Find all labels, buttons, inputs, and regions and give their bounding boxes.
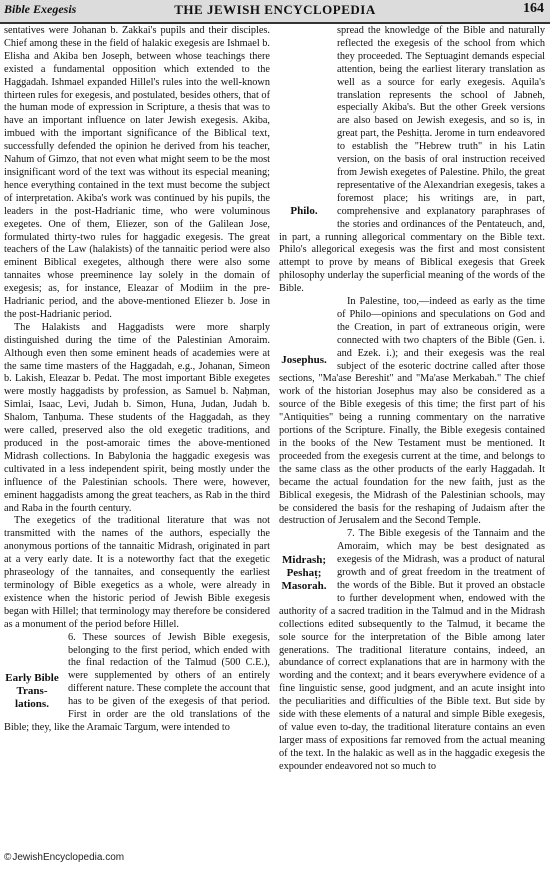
- left-column: [4, 25, 270, 850]
- side-heading-line: Early Bible: [5, 671, 59, 684]
- page-number: 164: [523, 1, 544, 16]
- side-heading-translations: [4, 672, 60, 711]
- side-heading-line: Masorah.: [281, 580, 327, 593]
- site-credit-link[interactable]: JewishEncyclopedia.com: [12, 852, 125, 863]
- section-title: Bible Exegesis: [4, 2, 77, 16]
- copyright-symbol: ©: [4, 852, 12, 863]
- page-footer: [4, 852, 124, 863]
- side-heading-line: Josephus.: [281, 354, 327, 367]
- paragraph: The exegetics of the traditional literature that was not transmitted with the names of the authors, especially the anonymous portions of the tannaitic Midrash, originated in part at a very early date. It is a noteworthy fact that the exegetic phraseology of the tannaites, and consequently the earliest terminology of Bible exegetics as a whole, were already in existence when the historic period of Jewish Bible exegesis began with Hillel; that terminology may therefore be considered as a monument of the period before Hillel.: [4, 515, 270, 630]
- side-heading-line: Midrash;: [282, 554, 326, 567]
- paragraph: spread the knowledge of the Bible and naturally reflected the exegesis of the school from which they proceeded. The Septuagint demands especial attention, being the earliest literary translation as well as a source for early exegesis. Aquila's translation represents the school of Jabneh, especially Akiba's. But the other Greek versions are also based on Jewish exegesis, and so is, in great part, the Peshiṭta. Jerome in turn endeavored to establish the "Hebrew truth" in his Latin version, on the basis of oral instruction received from Jewish exegetes of Palestine. Philo, the great representative of the Alexandrian exegesis, takes a foremost place; his writings are, in part, comprehensive and explanatory paraphrases of the stories and ordinances of the Pentateuch, and, in part, a running allegorical commentary on the Bible text. Philo's allegorical exegesis was the first and most consistent attempt to prove by means of Biblical exegesis that Greek philosophy underlay the superficial meaning of the words of the Bible.: [279, 25, 545, 295]
- side-heading-line: Philo.: [290, 205, 318, 217]
- journal-title: THE JEWISH ENCYCLOPEDIA: [174, 2, 376, 17]
- side-heading-josephus: [279, 354, 329, 367]
- side-heading-philo: [279, 205, 329, 218]
- side-heading-midrash: [279, 554, 329, 593]
- paragraph: sentatives were Johanan b. Zakkai's pupils and their disciples. Chief among these in the field of halakic exegesis are Ishmael b. Elisha and Akiba ben Joseph, between whose teachings there existed a fundamental opposition which extended to the Haggadah. Ishmael expanded Hillel's rules into the well-known thirteen rules for exegesis, and postulated, besides others, that of the human mode of expression in Scripture, a thesis that was to have an important influence on later Jewish exegesis. Akiba, imbued with the important significance of the Biblical text, successfully defended the opinion he derived from his teacher, Nahum of Gimzo, that not even what might seem to be the most insignificant word of the text was without its especial meaning; hence everything contained in the text must become the subject of interpretation. Akiba's work was continued by his pupils, the leaders in the post-Hadrianic time, who were voluminous exegetes. One of them, Eliezer, son of the Galilean Jose, formulated thirty-two rules for haggadic exegesis. The great teachers of the Law (halakists) of the tannaitic period were also eminent Biblical exegetes, although there were also some tannaites whose preeminence lay solely in the domain of exegesis; as, for instance, Eleazar of Modiim in the pre-Hadrianic period, and the above-mentioned Eliezer b. Jose in the post-Hadrianic period.: [4, 25, 270, 320]
- page-header: [0, 0, 550, 24]
- paragraph: In Palestine, too,—indeed as early as the time of Philo—opinions and speculations on God and the Creation, in part of extraneous origin, were connected with two chapters of the Bible (Gen. i. and Ezek. i.); and their exegesis was the real subject of the esoteric doctrine called after those sections, "Ma'ase Bereshit" and "Ma'ase Merkabah." The chief work of the historian Josephus may also be considered as a source of the Bible exegesis of this time; the first part of his "Antiquities" being a running commentary on the narrative portions of the Scripture. Finally, the Bible exegesis contained in the books of the New Testament must be mentioned. It proceeded from the exegesis current at the time, and belongs to the same class as the other products of the early Haggadah. It became the actual foundation for the new faith, just as the Biblical exegesis, the Midrash of the Palestinian schools, may be considered the basis for the reshaping of Judaism after the destruction of Jerusalem and the Second Temple.: [279, 296, 545, 527]
- side-heading-line: Peshaṭ;: [286, 567, 322, 580]
- paragraph: 6. These sources of Jewish Bible exegesis, belonging to the first period, which ended with the final redaction of the Talmud (500 C.E.), were supplemented by others of an entirely different nature. These complete the account that has to be given of the exegesis of that period. First in order are the old translations of the Bible; they, like the Aramaic Targum, were intended to: [4, 631, 270, 733]
- side-heading-line: Trans-: [16, 684, 48, 697]
- side-heading-line: lations.: [15, 697, 49, 710]
- right-column: [279, 25, 545, 850]
- paragraph: The Halakists and Haggadists were more sharply distinguished during the time of the Palestinian Amoraim. Although even then some eminent heads of academies were at the same time masters of the Haggadah, e.g., Johanan, Simeon b. Lakish, Eleazar b. Pedat. The most important Bible exegetes were mostly haggadists by profession, as Samuel b. Naḥman, Simlai, Isaac, Levi, Judah b. Simon, Huna, Judan, Judah b. Shalom, Tanḥuma. These students of the Haggadah, as they were called, preserved also the old exegetic traditions, and produced in the post-amoraic times the above-mentioned Midrash collections. In Babylonia the haggadic exegesis was cultivated in a less independent spirit, being mostly under the influence of the Palestinian schools. There were, however, eminent haggadists among the great teachers, as Rab in the third and Raba in the fourth century.: [4, 321, 270, 514]
- paragraph: 7. The Bible exegesis of the Tannaim and the Amoraim, which may be best designated as exegesis of the Midrash, was a product of natural growth and of great freedom in the treatment of the words of the Bible. But it proved an obstacle to further development when, endowed with the authority of a sacred tradition in the Talmud and in the Midrash collections edited subsequently to the Talmud, it became the sole source for the interpretation of the Bible among later generations. The traditional literature contains, indeed, an abundance of correct explanations that are in harmony with the wording and the context; and it bears everywhere evidence of a fine linguistic sense, good judgment, and an acute insight into the peculiarities and difficulties of the Bible text. But side by side with these elements of a natural and simple Bible exegesis, of value even to-day, the traditional literature contains an even larger mass of expositions far removed from the actual meaning of the text. In the halakic as well as in the haggadic exegesis the expounder endeavored not so much to: [279, 528, 545, 772]
